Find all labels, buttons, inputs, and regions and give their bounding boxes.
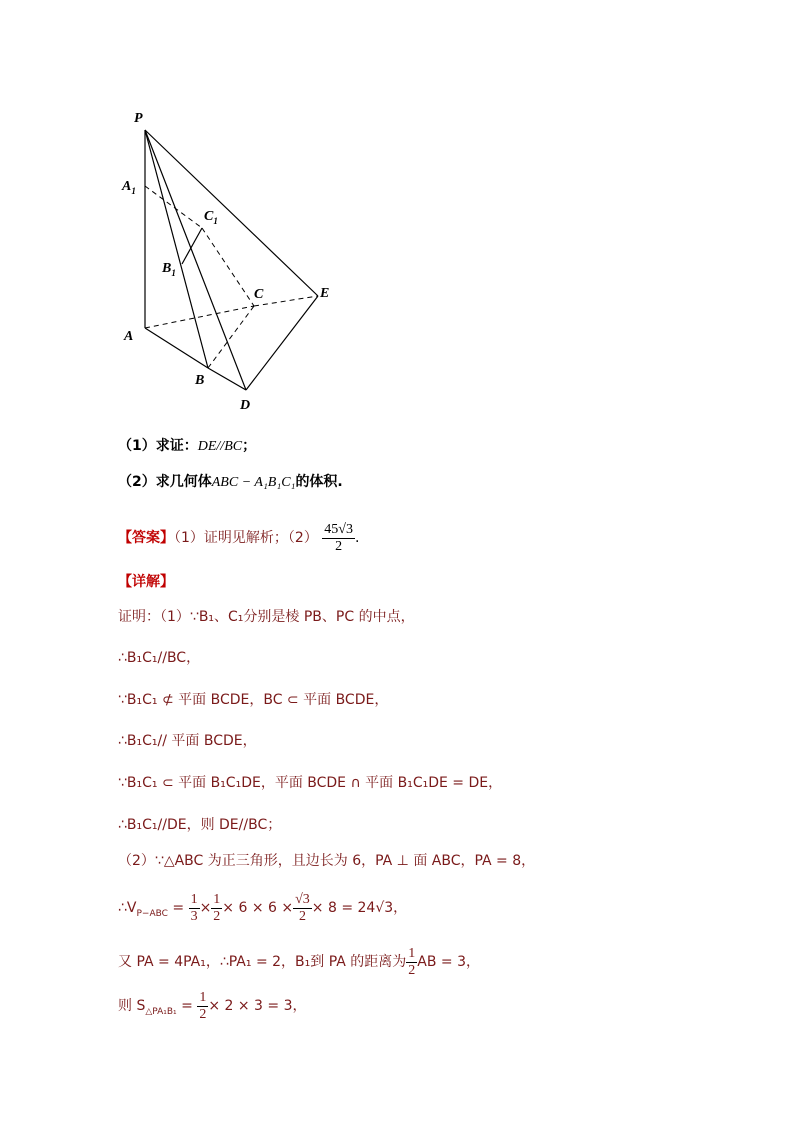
- line9-text: 又 PA = 4PA₁，∴PA₁ = 2，B₁到 PA 的距离为: [118, 954, 407, 970]
- label-D: D: [240, 398, 251, 413]
- question-2-math: ABC − A₁B₁C₁: [211, 475, 296, 490]
- detail-line-5: ∵B₁C₁ ⊂ 平面 B₁C₁DE，平面 BCDE ∩ 平面 B₁C₁DE = DE，: [118, 775, 503, 791]
- label-A: A: [124, 329, 134, 344]
- detail-line-4: ∴B₁C₁// 平面 BCDE，: [118, 733, 257, 749]
- edge-DE: [246, 296, 318, 390]
- edge-PD: [145, 130, 246, 390]
- edge-PB: [145, 130, 208, 368]
- label-P: P: [134, 111, 143, 126]
- detail-line-6: ∴B₁C₁//DE，则 DE//BC；: [118, 817, 282, 833]
- edge-A1C1: [145, 186, 202, 228]
- product-result: × 8 = 24√3，: [311, 900, 408, 916]
- detail-line-3: ∵B₁C₁ ⊄ 平面 BCDE，BC ⊂ 平面 BCDE，: [118, 692, 389, 708]
- detail-line-2: ∴B₁C₁//BC，: [118, 650, 201, 666]
- edge-C1C: [202, 228, 254, 306]
- label-C1: $C_1$: [204, 209, 218, 226]
- answer-frac-den: 2: [335, 538, 343, 554]
- frac-den: 2: [408, 962, 416, 978]
- question-1-end: ；: [242, 438, 257, 454]
- volume-subscript: P−ABC: [136, 908, 168, 919]
- area-symbol: 则 S: [118, 998, 146, 1014]
- label-B1: $B_1$: [162, 261, 176, 278]
- question-2-text: （2）求几何体: [118, 474, 212, 490]
- question-1-text: （1）求证：: [118, 438, 198, 454]
- edge-CE: [254, 296, 318, 306]
- label-C: C: [254, 287, 264, 302]
- frac-num: 1: [213, 891, 221, 907]
- frac-num: 1: [190, 891, 198, 907]
- question-1-math: DE//BC: [197, 439, 243, 454]
- frac-num: 1: [199, 989, 207, 1005]
- label-A1: $A_1$: [122, 179, 136, 196]
- fraction-1-2c: [197, 990, 208, 1023]
- edge-BD: [208, 368, 246, 390]
- label-B: B: [195, 373, 205, 388]
- label-E: E: [320, 286, 330, 301]
- frac-den: 3: [190, 908, 198, 924]
- area-result: × 2 × 3 = 3，: [208, 998, 307, 1014]
- fraction-1-2: [211, 892, 222, 925]
- edge-AC: [145, 306, 254, 328]
- detail-line-8: $\therefore V_{P-ABC}$ = $\frac{1}{3}$ × $\frac{1}{2}$ × 6 × 6 × $\frac{√3}{2}$ × 8 = 24√3，: [118, 891, 408, 924]
- line9-end: AB = 3，: [417, 954, 481, 970]
- equals: =: [167, 900, 189, 916]
- answer-frac-num: 45√3: [324, 521, 353, 537]
- detail-line-1: 证明：（1）∵B₁、C₁分别是棱 PB、PC 的中点，: [118, 609, 415, 625]
- detail-line-7: （2）∵△ABC 为正三角形，且边长为 6，PA ⊥ 面 ABC，PA = 8，: [118, 853, 536, 869]
- question-1: [118, 436, 256, 457]
- detail-line-10: [118, 988, 306, 1030]
- frac-den: 2: [199, 1006, 207, 1022]
- detail-tag: 【详解】: [118, 574, 174, 590]
- volume-symbol: ∴V: [118, 900, 137, 916]
- frac-num: 1: [408, 945, 416, 961]
- fraction-1-2b: [406, 946, 417, 979]
- edge-BC: [208, 306, 254, 368]
- frac-den: 2: [213, 908, 221, 924]
- detail-line-9: [118, 944, 480, 980]
- product-text: × 6 × 6 ×: [222, 900, 294, 916]
- fraction-1-3: [189, 892, 200, 925]
- equals: =: [176, 998, 198, 1014]
- answer-end: .: [354, 530, 360, 546]
- answer-part1: （1）证明见解析；（2）: [174, 530, 318, 546]
- answer-fraction: [322, 522, 355, 555]
- fraction-sqrt3-2: [293, 892, 312, 925]
- frac-den: 2: [298, 908, 306, 924]
- answer-tag: 【答案】: [118, 530, 174, 546]
- frac-num: √3: [295, 891, 310, 907]
- question-2-end: 的体积.: [295, 474, 343, 490]
- geometry-figure: [110, 100, 350, 420]
- answer-line: [118, 520, 359, 556]
- question-2: [118, 472, 343, 493]
- area-subscript: △PA₁B₁: [145, 1006, 177, 1017]
